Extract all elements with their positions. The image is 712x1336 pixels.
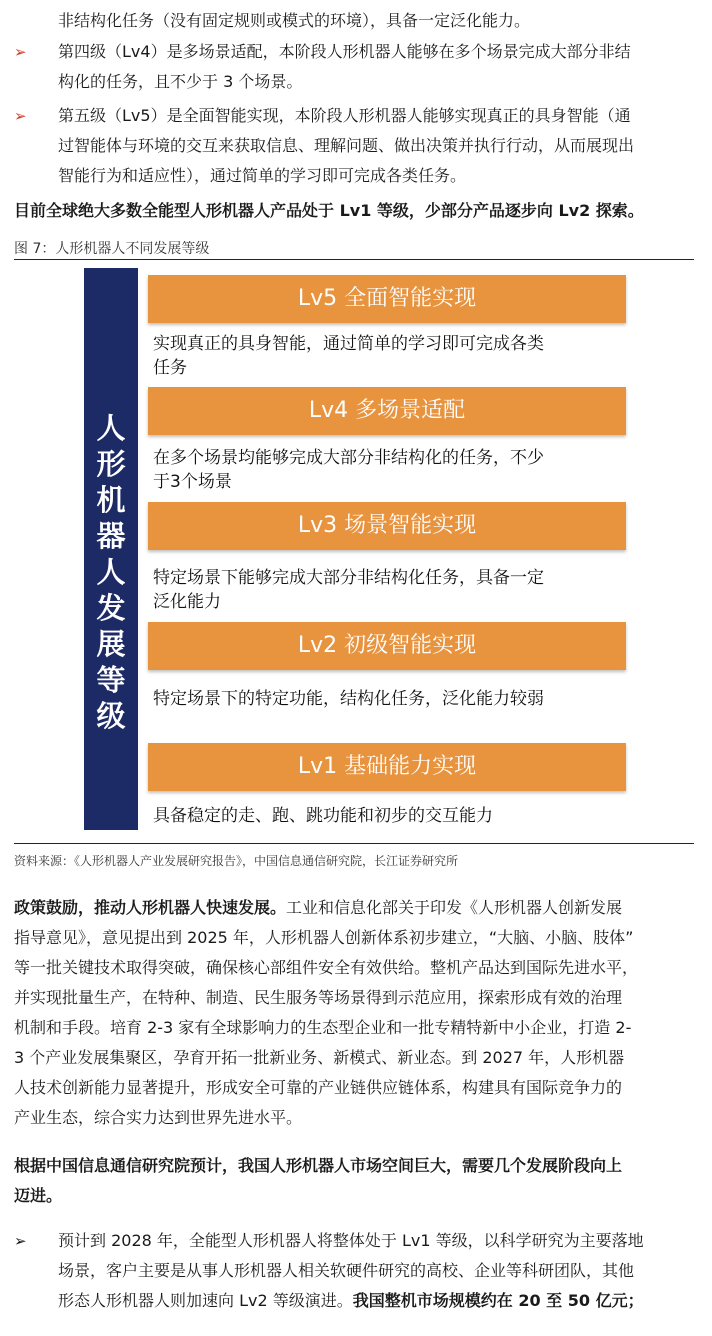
text-line: 机制和手段。培育 2-3 家有全球影响力的生态型企业和一批专精特新中小企业，打造 2- (14, 1018, 632, 1037)
text-line: 人技术创新能力显著提升，形成安全可靠的产业链供应链体系，构建具有国际竞争力的 (14, 1078, 623, 1097)
forecast-last-bold: 我国整机市场规模约在 20 至 50 亿元； (352, 1291, 644, 1310)
level-band-lv2: Lv2 初级智能实现 (148, 622, 626, 670)
vertical-char: 发 (96, 591, 126, 625)
level-band-lv1: Lv1 基础能力实现 (148, 743, 626, 791)
desc-line: 于3个场景 (153, 472, 232, 492)
desc-line: 在多个场景均能够完成大部分非结构化的任务，不少 (153, 448, 544, 468)
bullet-lv5 (14, 101, 696, 191)
text-line: 第五级（Lv5）是全面智能实现，本阶段人形机器人能够实现真正的具身智能（通 (58, 106, 631, 125)
figure-vertical-title (84, 410, 138, 734)
level-desc-lv3 (153, 566, 623, 614)
figure-source: 资料来源：《人形机器人产业发展研究报告》，中国信息通信研究院，长江证券研究所 (14, 854, 459, 868)
text-line: 过智能体与环境的交互来获取信息、理解问题、做出决策并执行行动，从而展现出 (58, 136, 635, 155)
text-line: 并实现批量生产，在特种、制造、民生服务等场景得到示范应用，探索形成有效的治理 (14, 988, 623, 1007)
desc-line: 泛化能力 (153, 592, 221, 612)
figure-bottom-rule (14, 843, 694, 844)
desc-line: 特定场景下能够完成大部分非结构化任务，具备一定 (153, 568, 544, 588)
text-line: 非结构化任务（没有固定规则或模式的环境），具备一定泛化能力。 (58, 11, 531, 30)
level-band-lv5: Lv5 全面智能实现 (148, 275, 626, 323)
level-desc-lv1 (153, 804, 623, 828)
figure-caption: 图 7：人形机器人不同发展等级 (14, 241, 210, 257)
policy-paragraph (14, 893, 696, 1133)
vertical-char: 形 (96, 447, 126, 481)
vertical-char: 机 (96, 483, 126, 517)
desc-line: 实现真正的具身智能，通过简单的学习即可完成各类 (153, 334, 544, 354)
forecast-bold-paragraph (14, 1151, 696, 1211)
bold-summary: 目前全球绝大多数全能型人形机器人产品处于 Lv1 等级，少部分产品逐步向 Lv2 探索。 (14, 201, 644, 220)
forecast-last-normal: 形态人形机器人则加速向 Lv2 等级演进。 (58, 1291, 353, 1310)
policy-line-rest: 工业和信息化部关于印发《人形机器人创新发展 (286, 898, 623, 917)
forecast-bullet (14, 1226, 696, 1316)
text-line: 智能行为和适应性），通过简单的学习即可完成各类任务。 (58, 166, 467, 185)
desc-line: 特定场景下的特定功能，结构化任务，泛化能力较弱 (153, 689, 544, 709)
arrow-bullet-icon: ➢ (14, 107, 27, 125)
text-line: 构化的任务，且不少于 3 个场景。 (58, 72, 303, 91)
level-desc-lv2 (153, 687, 623, 711)
vertical-char: 人 (96, 411, 126, 445)
vertical-char: 器 (96, 519, 126, 553)
text-line: 场景，客户主要是从事人形机器人相关软硬件研究的高校、企业等科研团队，其他 (58, 1261, 635, 1280)
level-band-lv4: Lv4 多场景适配 (148, 387, 626, 435)
figure-top-rule (14, 259, 694, 260)
text-line: 等一批关键技术取得突破，确保核心部组件安全有效供给。整机产品达到国际先进水平， (14, 958, 639, 977)
desc-line: 任务 (153, 358, 187, 378)
desc-line: 具备稳定的走、跑、跳功能和初步的交互能力 (153, 806, 493, 826)
level-band-lv3: Lv3 场景智能实现 (148, 502, 626, 550)
arrow-bullet-icon: ➢ (14, 43, 27, 61)
vertical-char: 人 (96, 555, 126, 589)
text-line (58, 1286, 696, 1316)
vertical-char: 等 (96, 663, 126, 697)
level-desc-lv4 (153, 446, 623, 494)
text-line: 产业生态，综合实力达到世界先进水平。 (14, 1108, 303, 1127)
level-desc-lv5 (153, 332, 623, 380)
text-line: 3 个产业发展集聚区，孕育开拓一批新业务、新模式、新业态。到 2027 年，人形机器 (14, 1048, 625, 1067)
text-line: 第四级（Lv4）是多场景适配，本阶段人形机器人能够在多个场景完成大部分非结 (58, 42, 631, 61)
text-line: 指导意见》，意见提出到 2025 年，人形机器人创新体系初步建立，“大脑、小脑、肢体” (14, 928, 634, 947)
vertical-char: 展 (96, 627, 126, 661)
text-line (14, 893, 696, 923)
arrow-bullet-icon: ➢ (14, 1232, 27, 1250)
text-line: 根据中国信息通信研究院预计，我国人形机器人市场空间巨大，需要几个发展阶段向上 (14, 1156, 623, 1175)
vertical-char: 级 (96, 699, 126, 733)
text-line: 预计到 2028 年，全能型人形机器人将整体处于 Lv1 等级，以科学研究为主要落地 (58, 1231, 644, 1250)
text-line: 迈进。 (14, 1186, 63, 1205)
policy-bold-lead: 政策鼓励，推动人形机器人快速发展。 (14, 898, 287, 917)
bullet-lv4 (14, 37, 696, 97)
